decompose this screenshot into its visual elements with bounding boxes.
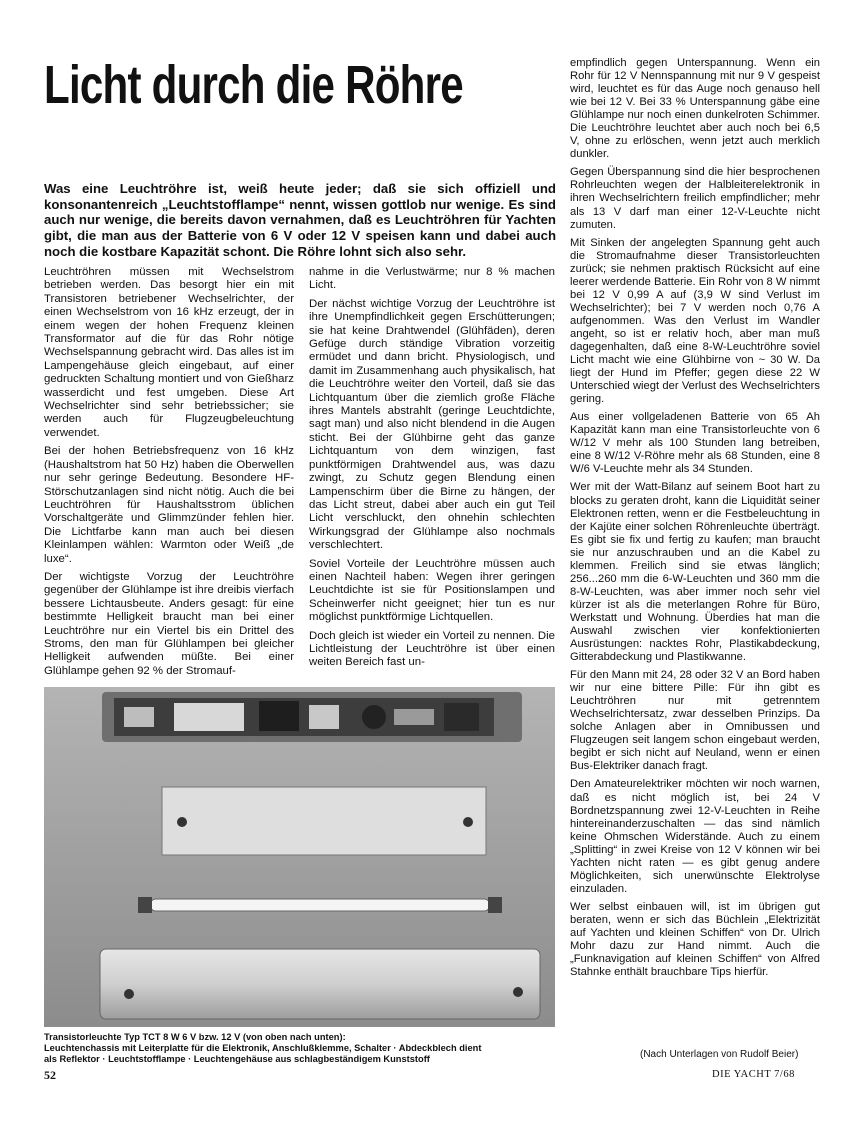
source-credit: (Nach Unterlagen von Rudolf Beier)	[640, 1049, 799, 1060]
paragraph: empfindlich gegen Unterspannung. Wenn ein Rohr für 12 V Nennspannung mit nur 9 V gespeist wird, leuchtet es für das Auge noch genauso hell wie bei 12 V. Bei 33 % Unterspannung gäbe eine Glühlampe nur noch einen dunkelroten Schimmer. Die Leuchtröhre leuchtet aber auch noch bei 6,5 V, ohne zu erlöschen, wenn jetzt auch merklich dunkler.	[570, 57, 820, 161]
paragraph: Den Amateurelektriker möchten wir noch warnen, daß es nicht möglich ist, bei 24 V Bordnetzspannung zwei 12-V-Leuchten in Reihe hintereinanderzuschalten — das sind nämlich keine Ohmschen Widerstände. Auch zu einem „Splitting“ in zwei Kreise von 12 V können wir bei Yachten nicht raten — es gibt genug andere Möglichkeiten, sich unerwünschte Elektrolyse einzuladen.	[570, 778, 820, 895]
fluorescent-tube	[138, 897, 502, 913]
paragraph: Aus einer vollgeladenen Batterie von 65 Ah Kapazität kann man eine Transistorleuchte von 6 W/12 V mehr als 100 Stunden lang betreiben, eine 8 W/12 V-Röhre mehr als 68 Stunden, eine 8 W/6 V-Leuchte mehr als 34 Stunden.	[570, 411, 820, 476]
paragraph: Gegen Überspannung sind die hier besprochenen Rohrleuchten wegen der Halbleiterelektronik in ihren Wechselrichtern freilich empfindlicher; mehr als 13 V darf man einer 12-V-Leuchte nicht zumuten.	[570, 166, 820, 231]
paragraph: Soviel Vorteile der Leuchtröhre müssen auch einen Nachteil haben: Wegen ihrer geringen Leuchtdichte ist sie für Positionslampen und Scheinwerfer nicht geeignet; hier tun es nur möglichst punktförmige Lichtquellen.	[309, 557, 555, 624]
paragraph: Der wichtigste Vorzug der Leuchtröhre gegenüber der Glühlampe ist ihre dreibis vierfach bessere Lichtausbeute. Anders gesagt: für eine bestimmte Helligkeit braucht man bei einer Leuchtröhre nur ein Viertel bis ein Drittel des Stroms, den man für Glühlampen bei gleicher Helligkeit aufwenden müßte. Bei einer Glühlampe gehen 92 % der Stromauf-	[44, 570, 294, 677]
caption-line: Leuchtenchassis mit Leiterplatte für die Elektronik, Anschlußklemme, Schalter · Abdeckblech dient	[44, 1043, 482, 1054]
lamp-chassis	[102, 692, 522, 742]
text-column-1	[44, 266, 294, 683]
paragraph: Doch gleich ist wieder ein Vorteil zu nennen. Die Lichtleistung der Leuchtröhre ist über einen weiten Bereich fast un-	[309, 629, 555, 669]
reflector-plate	[162, 787, 486, 855]
text-column-3	[570, 57, 820, 984]
paragraph: Wer mit der Watt-Bilanz auf seinem Boot hart zu blocks zu geraten droht, kann die Liquidität seiner Elektronen retten, wenn er die Festbeleuchtung in der Kajüte einer solchen Röhrenleuchte überträgt. Es gibt sie fix und fertig zu kaufen; man braucht sie nur anzuschrauben und an die Kabel zu klemmen. Freilich sind sie etwas länglich; 256...260 mm die 6-W-Leuchten und 360 mm die 8-W-Leuchten, was aber immer noch sehr viel kürzer ist als die meterlangen Rohre für Büro, Werkstatt und Wohnung. Überdies hat man die Auswahl zwischen vier konfektionierten Ausrüstungen: nacktes Rohr, Plastikabdeckung, Gitterabdeckung und Plastikwanne.	[570, 481, 820, 664]
lamp-components-photo	[44, 687, 555, 1027]
article-lead: Was eine Leuchtröhre ist, weiß heute jeder; daß sie sich offiziell und konsonantenreich „Leuchtstofflampe“ nennt, wissen gottlob nur wenige. Es sind auch nur wenige, die bereits davon vernahmen, daß es Leuchtröhren für Yachten gibt, die man aus der Batterie von 6 V oder 12 V speisen kann und dabei auch noch die kostbare Kapazität schont. Die Röhre lohnt sich also sehr.	[44, 181, 556, 259]
text-column-2	[309, 266, 555, 675]
magazine-issue: DIE YACHT 7/68	[712, 1069, 795, 1080]
page-number: 52	[44, 1068, 56, 1082]
photo-caption	[44, 1032, 558, 1066]
caption-line: als Reflektor · Leuchtstofflampe · Leuchtengehäuse aus schlagbeständigem Kunststoff	[44, 1054, 430, 1065]
lamp-photo-illustration	[44, 687, 555, 1027]
paragraph: Bei der hohen Betriebsfrequenz von 16 kHz (Haushaltstrom hat 50 Hz) haben die Oberwellen nur sehr geringe Bedeutung. Besondere HF-Störschutzanlagen sind nicht nötig. Auch die bei Leuchtröhren für Haushaltsstrom üblichen Vorschaltgeräte und Glimmzünder fehlen hier. Die Lichtfarbe kann man auch bei diesen Kleinlampen wählen: Warmton oder Weiß „de luxe“.	[44, 445, 294, 565]
paragraph: Für den Mann mit 24, 28 oder 32 V an Bord haben wir nur eine bittere Pille: Für ihn gibt es Leuchtröhren nur mit getrenntem Wechselrichtersatz, zwar desselben Prinzips. Da solche Anlagen aber in Omnibussen und Flugzeugen seit langem schon eingebaut werden, begibt er sich nicht auf Neuland, wenn er einen Bus-Elektriker danach fragt.	[570, 669, 821, 773]
paragraph: Wer selbst einbauen will, ist im übrigen gut beraten, wenn er sich das Büchlein „Elektrizität auf Yachten und kleinen Schiffen“ von Dr. Ulrich Mohr dazu zur Hand nimmt. Auch die „Funknavigation auf kleinen Schiffen“ von Alfred Stahnke enthält brauchbare Tips hierfür.	[570, 900, 820, 979]
paragraph: Leuchtröhren müssen mit Wechselstrom betrieben werden. Das besorgt hier ein mit Transistoren betriebener Wechselrichter, der einen Wechselstrom von 16 kHz erzeugt, der in einem wegen der hohen Frequenz kleinen Transformator auf die für das Rohr nötige Wechselspannung gebracht wird. Das alles ist im Lampengehäuse gleich eingebaut, auf einer gedruckten Schaltung montiert und von Gießharz wasserdicht und fest umgeben. Diese Art Wechselrichter sind sehr betriebssicher; sie werden auch für Flugzeugbeleuchtung verwendet.	[44, 266, 294, 439]
paragraph: Mit Sinken der angelegten Spannung geht auch die Stromaufnahme dieser Transistorleuchten zurück; sie nehmen praktisch Rücksicht auf eine leerer werdende Batterie. Ein Rohr von 8 W nimmt bei 12 V 0,99 A auf (3,9 W sind Verlust im Wechselrichter); bei 7 V werden noch 0,76 A aufgenommen. Was den Verlust im Wandler angeht, so ist er relativ hoch, aber man muß dagegenhalten, daß eine 8-W-Leuchtröhre soviel Licht macht wie eine Glühbirne von ~ 30 W. Da liegt der Hund im Pfeffer; gegen diese 22 W Unterschied wiegt der Verlust des Wechselrichters gering.	[570, 236, 820, 406]
paragraph: nahme in die Verlustwärme; nur 8 % machen Licht.	[309, 266, 555, 292]
article-title: Licht durch die Röhre	[44, 55, 463, 115]
lamp-housing	[100, 949, 540, 1019]
caption-line: Transistorleuchte Typ TCT 8 W 6 V bzw. 12 V (von oben nach unten):	[44, 1032, 346, 1042]
paragraph: Der nächst wichtige Vorzug der Leuchtröhre ist ihre Unempfindlichkeit gegen Erschütterungen; sie hat keine Drahtwendel (Glühfäden), deren Gefüge durch ständige Vibration vorzeitig ermüdet und dann bricht. Physiologisch, und damit im Zusammenhang auch physikalisch, hat die Leuchtröhre weiter den Vorteil, daß sie das Lichtquantum über die ziemlich große Fläche ihres Mantels abstrahlt (geringe Leuchtdichte, sagt man) und also nicht blendend in die Augen sticht. Bei der Glühbirne geht das ganze Lichtquantum von dem winzigen, fast punktförmigen Drahtwendel aus, was dazu zwingt, zu Schutz gegen Blendung einen Lampenschirm über die Birne zu hängen, der das Licht streut, dabei aber auch ein gut Teil Licht verschluckt, den ohnehin schlechten Wirkungsgrad der Glühlampe also nochmals verschlechtert.	[309, 297, 555, 552]
